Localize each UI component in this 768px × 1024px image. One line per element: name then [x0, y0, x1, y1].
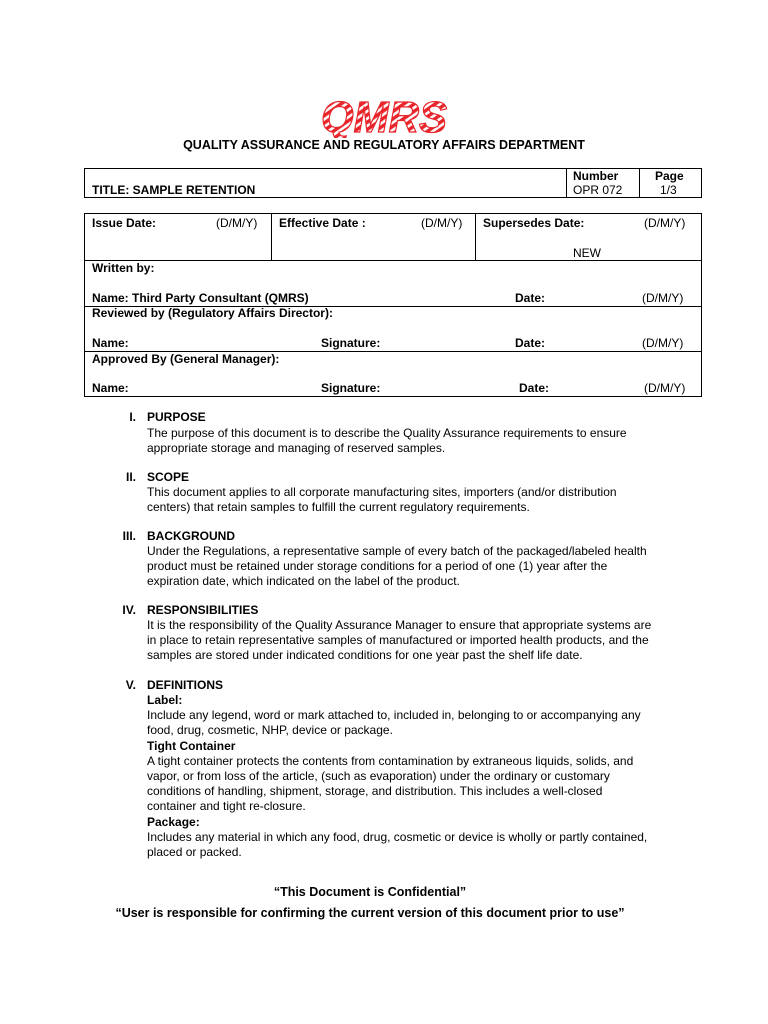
reviewed-date-value: (D/M/Y) — [642, 336, 684, 350]
approved-date-value: (D/M/Y) — [644, 381, 686, 395]
number-label: Number — [573, 169, 619, 183]
page-label: Page — [655, 169, 684, 183]
section-title-definitions: DEFINITIONS — [147, 678, 224, 692]
document-title: TITLE: SAMPLE RETENTION — [92, 183, 256, 197]
section-title-responsibilities: RESPONSIBILITIES — [147, 603, 259, 617]
approved-name-label: Name: — [92, 381, 129, 395]
reviewed-by-label: Reviewed by (Regulatory Affairs Director): — [92, 306, 333, 320]
reviewed-signature-label: Signature: — [321, 336, 381, 350]
written-date-value: (D/M/Y) — [642, 291, 684, 305]
version-notice: “User is responsible for confirming the current version of this document prior to use” — [115, 906, 625, 920]
confidential-notice: “This Document is Confidential” — [273, 885, 467, 899]
scope-text: This document applies to all corporate manufacturing sites, importers (and/or distribution centers) that retain samples to fulfill the current regulatory requirements. — [147, 485, 617, 515]
supersedes-new: NEW — [573, 246, 601, 260]
definition-term-package: Package: — [147, 814, 200, 829]
section-title-purpose: PURPOSE — [147, 410, 206, 424]
effective-date-value: (D/M/Y) — [421, 216, 463, 230]
section-title-scope: SCOPE — [147, 470, 190, 484]
section-number: II. — [125, 470, 136, 484]
reviewed-name-label: Name: — [92, 336, 129, 350]
effective-date-label: Effective Date : — [279, 216, 366, 230]
supersedes-date-value: (D/M/Y) — [644, 216, 686, 230]
section-title-background: BACKGROUND — [147, 529, 235, 543]
approved-signature-label: Signature: — [321, 381, 381, 395]
issue-date-value: (D/M/Y) — [216, 216, 258, 230]
written-date-label: Date: — [515, 291, 546, 305]
responsibilities-text: It is the responsibility of the Quality Assurance Manager to ensure that appropriate systems are in place to retain representative samples of manufactured or imported health products, and the samples are stored under indicated conditions for one year past the shelf life date. — [147, 618, 652, 663]
reviewed-date-label: Date: — [515, 336, 546, 350]
background-text: Under the Regulations, a representative sample of every batch of the packaged/labeled health product must be retained under storage conditions for a period of one (1) year after the expiration date, which indicated on the label of the product. — [147, 544, 647, 589]
written-by-name: Name: Third Party Consultant (QMRS) — [92, 291, 309, 305]
section-number: IV. — [122, 603, 136, 617]
section-number: I. — [129, 410, 136, 424]
page-value: 1/3 — [660, 183, 677, 197]
svg-text:QMRS: QMRS — [321, 96, 447, 138]
written-by-label: Written by: — [92, 261, 155, 275]
definition-term-label: Label: — [147, 693, 183, 707]
section-number: V. — [125, 678, 136, 692]
qmrs-logo-graphic — [318, 96, 450, 138]
supersedes-date-label: Supersedes Date: — [483, 216, 585, 230]
number-value: OPR 072 — [573, 183, 623, 197]
issue-date-label: Issue Date: — [92, 216, 157, 230]
definitions-text: Label: Include any legend, word or mark attached to, included in, belonging to or accompanying any food, drug, cosmetic, NHP, device or package. Tight Container A tight container protects the contents from contamination by extraneous liquids, solids, and vapor, or from loss of the article, (such as evaporation) under the ordinary or customary conditions of handling, shipment, storage, and distribution. This includes a well-closed container and tight re-closure. Package: Includes any material in which any food, drug, cosmetic or device is wholly or partly contained, placed or packed. — [147, 693, 687, 860]
department-heading: QUALITY ASSURANCE AND REGULATORY AFFAIRS DEPARTMENT — [183, 138, 585, 152]
approved-date-label: Date: — [519, 381, 550, 395]
title-box — [84, 168, 702, 198]
qmrs-logo — [318, 96, 450, 138]
purpose-text: The purpose of this document is to describe the Quality Assurance requirements to ensure appropriate storage and managing of reserved samples. — [147, 426, 627, 456]
section-number: III. — [122, 529, 136, 543]
approval-table — [84, 213, 702, 397]
approved-by-label: Approved By (General Manager): — [92, 352, 280, 366]
definition-term-tight-container: Tight Container — [147, 738, 236, 753]
